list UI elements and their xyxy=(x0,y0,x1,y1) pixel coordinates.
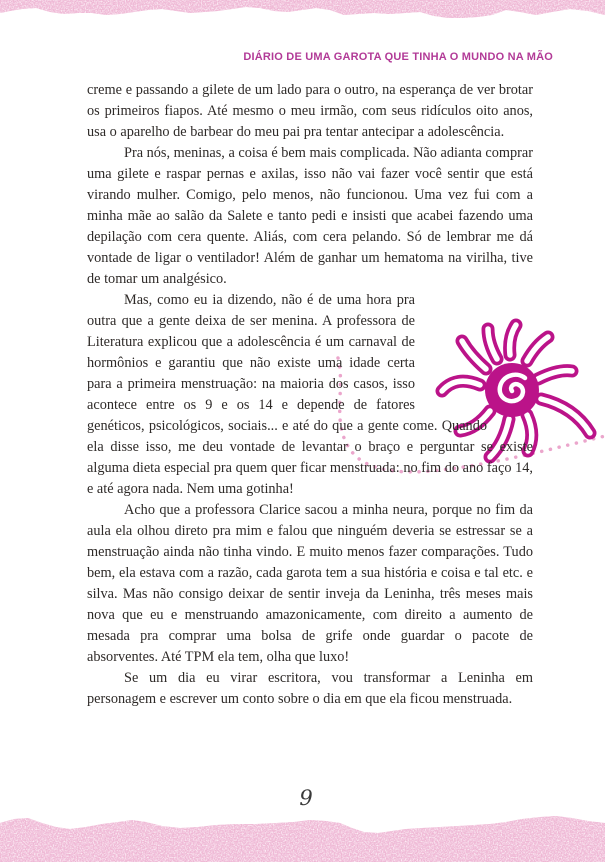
page-number: 9 xyxy=(299,786,313,810)
torn-edge-top xyxy=(0,0,605,18)
body-paragraph: Se um dia eu virar escritora, vou transformar a Leninha em personagem e escrever um conto sobre o dia em que ela ficou menstruada. xyxy=(87,670,533,707)
body-paragraph: Acho que a professora Clarice sacou a minha neura, porque no fim da aula ela olhou direto pra mim e falou que ninguém deveria se estressar se a menstruação ainda não tinha vindo. E muito menos fazer comparações. Tudo bem, ela estava com a razão, cada garota tem a sua história e coisa e tal etc. e silva. Mas não consigo deixar de sentir inveja da Leninha, três meses mais nova que eu e menstruando amazonicamente, com direito a aumento de mesada pra comprar uma bolsa de grife onde guardar o pacote de absorventes. Até TPM ela tem, olha que luxo! xyxy=(87,502,533,665)
body-paragraph: Pra nós, meninas, a coisa é bem mais complicada. Não adianta comprar uma gilete e raspar pernas e axilas, isso não vai fazer você sentir que está virando mulher. Comigo, pelo menos, não funcionou. Uma vez fui com a minha mãe ao salão da Salete e tanto pedi e insisti que acabei fazendo uma depilação com cera quente. Aliás, com cera pelando. Só de lembrar me dá vontade de ligar o ventilador! Além de ganhar um hematoma na virilha, tive de tomar um analgésico. xyxy=(87,145,533,287)
sun-wrap-spacer xyxy=(415,290,533,416)
running-header: DIÁRIO DE UMA GAROTA QUE TINHA O MUNDO NA MÃO xyxy=(243,51,553,63)
torn-edge-bottom xyxy=(0,816,605,862)
body-paragraph: Mas, como eu ia dizendo, não é de uma hora pra outra que a gente deixa de ser menina. A professora de Literatura explicou que a adolescência é um carnaval de hormônios e garantiu que não existe uma idade certa para a primeira menstruação: na maioria dos casos, isso acontece entre os 9 e os 14 e depende de fatores genéticos, psicológicos, sociais... e até do que a gente come. Quando ela disse isso, me deu vontade de levantar o braço e perguntar se existe alguma dieta especial pra quem quer ficar menstruada: no fim do ano faço 14, e até agora nada. Nem uma gotinha! xyxy=(87,292,533,497)
body-text xyxy=(87,80,533,710)
body-paragraph: creme e passando a gilete de um lado para o outro, na esperança de ver brotar os primeiros fiapos. Até mesmo o meu irmão, com seus ridículos oito anos, usa o aparelho de barbear do meu pai pra tentar antecipar a adolescência. xyxy=(87,82,533,140)
sun-wrap-spacer xyxy=(487,416,533,437)
